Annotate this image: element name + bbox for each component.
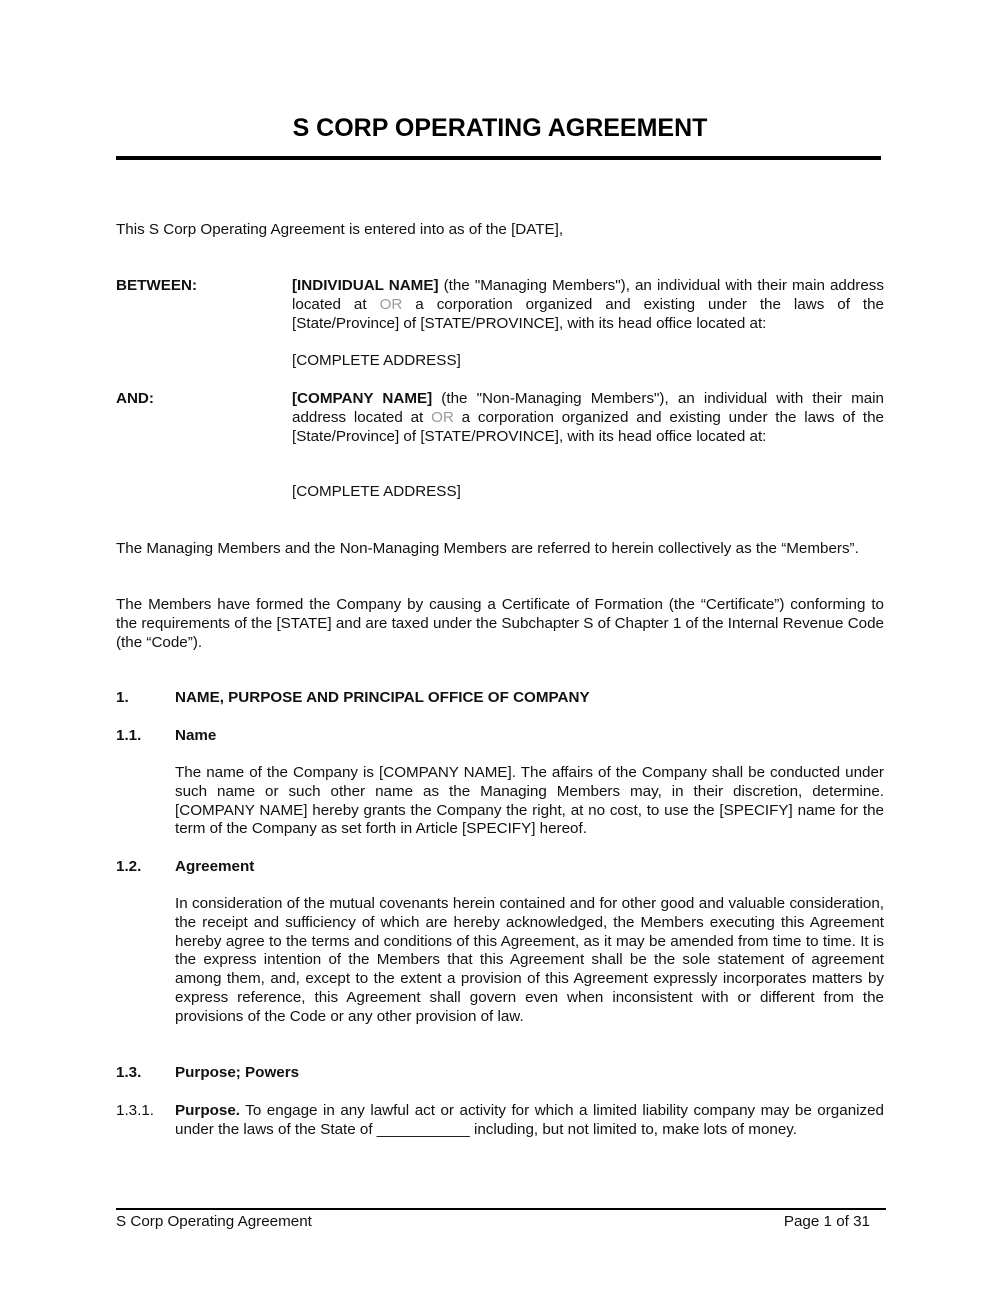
party-between-address: [COMPLETE ADDRESS]	[292, 352, 461, 369]
party-label-between: BETWEEN:	[116, 277, 197, 294]
clause-number: 1.3.1.	[116, 1102, 154, 1119]
subsection-number: 1.2.	[116, 858, 142, 875]
subsection-number: 1.1.	[116, 727, 142, 744]
clause-purpose-body: Purpose. To engage in any lawful act or activity for which a limited liability company may be organized under the laws of the State of ___________ including, but not limited to, make lots of money.	[175, 1102, 884, 1138]
footer-rule	[116, 1208, 886, 1210]
title-underline	[116, 156, 881, 160]
or-option-text: OR	[431, 408, 454, 426]
subsection-heading-name: Name	[175, 727, 217, 744]
formation-paragraph: The Members have formed the Company by causing a Certificate of Formation (the “Certificate”) conforming to the requirements of the [STATE] and are taxed under the Subchapter S of Chapter 1 of the Internal Revenue Code (the “Code”).	[116, 596, 884, 651]
party-name: [INDIVIDUAL NAME]	[292, 277, 439, 294]
subsection-heading-purpose-powers: Purpose; Powers	[175, 1064, 300, 1081]
or-option-text: OR	[379, 295, 403, 313]
footer-document-name: S Corp Operating Agreement	[116, 1213, 312, 1230]
party-and-address: [COMPLETE ADDRESS]	[292, 483, 461, 500]
footer-page-number: Page 1 of 31	[783, 1213, 870, 1230]
document-title: S CORP OPERATING AGREEMENT	[292, 114, 708, 142]
section-number: 1.	[116, 689, 129, 706]
members-paragraph: The Managing Members and the Non-Managing Members are referred to herein collectively as the “Members”.	[116, 540, 859, 557]
subsection-agreement-body: In consideration of the mutual covenants herein contained and for other good and valuable consideration, the receipt and sufficiency of which are hereby acknowledged, the Members executing this Agreement hereby agree to the terms and conditions of this Agreement, as it may be amended from time to time. It is the express intention of the Members that this Agreement shall be the sole statement of agreement among them, and, except to the extent a provision of this Agreement expressly incorporates matters by express reference, this Agreement shall govern even when inconsistent with or different from the provisions of the Code or any other provision of law.	[175, 895, 884, 1025]
party-between-body: [INDIVIDUAL NAME] (the "Managing Members"), an individual with their main address located at OR a corporation organized and existing under the laws of the [State/Province] of [STATE/PROVINCE], with its head office located at:	[292, 277, 884, 332]
section-heading: NAME, PURPOSE AND PRINCIPAL OFFICE OF COMPANY	[175, 689, 590, 706]
subsection-number: 1.3.	[116, 1064, 142, 1081]
party-label-and: AND:	[116, 390, 154, 407]
subsection-heading-agreement: Agreement	[175, 858, 255, 875]
subsection-name-body: The name of the Company is [COMPANY NAME]. The affairs of the Company shall be conducted under such name or such other name as the Managing Members may, in their discretion, determine. [COMPANY NAME] hereby grants the Company the right, at no cost, to use the [SPECIFY] name for the term of the Company as set forth in Article [SPECIFY] hereof.	[175, 764, 884, 838]
party-name: [COMPANY NAME]	[292, 390, 433, 407]
party-and-body: [COMPANY NAME] (the "Non-Managing Members"), an individual with their main address located at OR a corporation organized and existing under the laws of the [State/Province] of [STATE/PROVINCE], with its head office located at:	[292, 390, 885, 445]
intro-paragraph: This S Corp Operating Agreement is entered into as of the [DATE],	[116, 221, 564, 238]
fill-in-blank[interactable]: ___________	[376, 1120, 470, 1138]
clause-lead: Purpose.	[175, 1102, 240, 1119]
